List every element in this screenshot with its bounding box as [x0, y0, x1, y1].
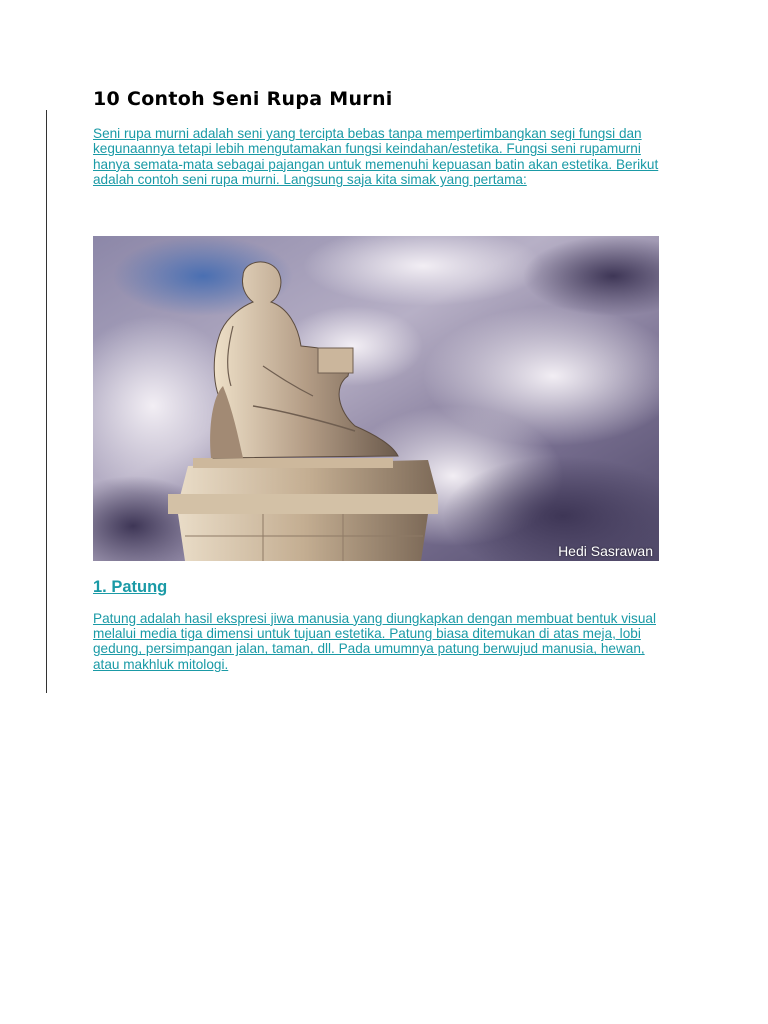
statue-photo [93, 236, 659, 561]
section-body-patung[interactable]: Patung adalah hasil ekspresi jiwa manusia yang diungkapkan dengan membuat bentuk visual melalui media tiga dimensi untuk tujuan estetika. Patung biasa ditemukan di atas meja, lobi gedung, persimpangan jalan, taman, dll. Pada umumnya patung berwujud manusia, hewan, atau makhluk mitologi. [93, 610, 656, 672]
document-content [93, 86, 673, 672]
photo-credit-watermark: Hedi Sasrawan [558, 542, 653, 559]
statue-illustration [93, 236, 659, 561]
intro-paragraph-link[interactable]: Seni rupa murni adalah seni yang tercipta bebas tanpa mempertimbangkan segi fungsi dan kegunaannya tetapi lebih mengutamakan fungsi keindahan/estetika. Fungsi seni rupamurni hanya semata-mata sebagai pajangan untuk memenuhi kepuasan batin akan estetika. Berikut adalah contoh seni rupa murni. Langsung saja kita simak yang pertama: [93, 126, 659, 188]
section-heading-patung[interactable]: 1. Patung [93, 577, 168, 596]
page-margin-bar [46, 110, 47, 693]
document-title: 10 Contoh Seni Rupa Murni [93, 88, 393, 110]
